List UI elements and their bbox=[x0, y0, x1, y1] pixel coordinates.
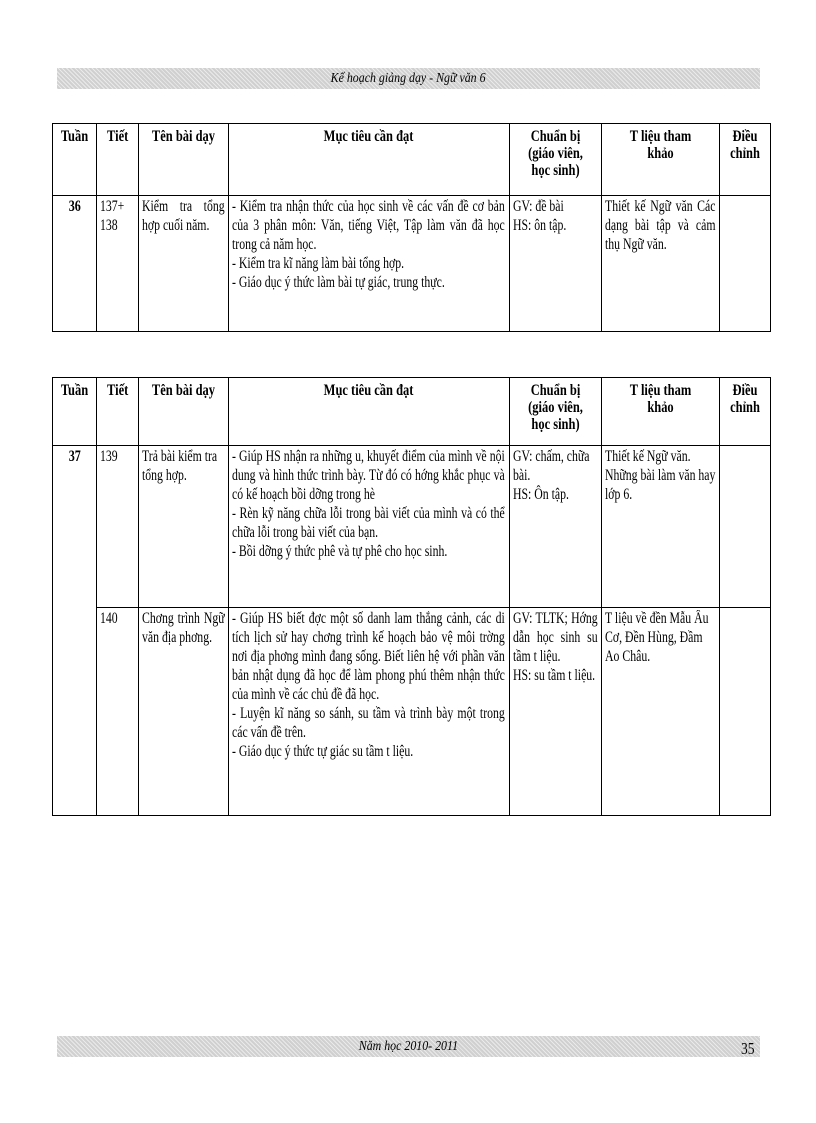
header-title: Kế hoạch giảng dạy - Ngữ văn 6 bbox=[331, 70, 486, 86]
objective-line: - Luyện kĩ năng so sánh, su tầm và trình bày một trong các vấn đề trên. bbox=[232, 705, 505, 741]
col-header-period: Tiết bbox=[97, 378, 139, 446]
prep-cell bbox=[510, 196, 602, 332]
header-band bbox=[57, 68, 760, 89]
prep-line: HS: ôn tập. bbox=[513, 217, 567, 234]
lesson-cell: Trả bài kiểm tra tổng hợp. bbox=[139, 446, 229, 608]
table-header-row bbox=[53, 378, 771, 446]
col-header-week: Tuần bbox=[53, 124, 97, 196]
prep-line: GV: TLTK; Hớng dẫn học sinh su tầm t liệu. bbox=[513, 610, 598, 665]
col-header-week: Tuần bbox=[53, 378, 97, 446]
period-cell: 139 bbox=[97, 446, 139, 608]
col-header-adjust: Điều chỉnh bbox=[720, 124, 771, 196]
refs-cell: Thiết kế Ngữ văn. Những bài làm văn hay lớp 6. bbox=[602, 446, 720, 608]
refs-cell: T liệu về đền Mẫu Âu Cơ, Đền Hùng, Đầm Ao Châu. bbox=[602, 608, 720, 816]
objective-line: - Giáo dục ý thức tự giác su tầm t liệu. bbox=[232, 743, 414, 760]
footer-year: Năm học 2010- 2011 bbox=[358, 1038, 459, 1054]
objectives-cell bbox=[229, 196, 510, 332]
lesson-cell: Chơng trình Ngữ văn địa phơng. bbox=[139, 608, 229, 816]
col-header-lesson: Tên bài dạy bbox=[139, 378, 229, 446]
prep-cell bbox=[510, 608, 602, 816]
objective-line: - Kiểm tra kĩ năng làm bài tổng hợp. bbox=[232, 255, 405, 272]
col-header-prep: Chuẩn bị (giáo viên, học sinh) bbox=[510, 124, 602, 196]
table-row bbox=[53, 608, 771, 816]
objective-line: - Giáo dục ý thức làm bài tự giác, trung thực. bbox=[232, 274, 445, 291]
col-header-objectives: Mục tiêu cần đạt bbox=[229, 124, 510, 196]
page-number: 35 bbox=[741, 1039, 755, 1058]
lesson-plan-table-week-36 bbox=[52, 123, 771, 332]
lesson-plan-table-week-37 bbox=[52, 377, 771, 816]
period-cell: 140 bbox=[97, 608, 139, 816]
prep-line: GV: đề bài bbox=[513, 198, 564, 215]
objective-line: - Bồi dỡng ý thức phê và tự phê cho học sinh. bbox=[232, 543, 448, 560]
table-row bbox=[53, 196, 771, 332]
objective-line: - Kiểm tra nhận thức của học sinh về các vấn đề cơ bản của 3 phân môn: Văn, tiếng Việt, Tập làm văn đã học trong cả năm học. bbox=[232, 198, 505, 253]
objective-line: - Rèn kỹ năng chữa lỗi trong bài viết của mình và có thể chữa lỗi trong bài viết của bạn. bbox=[232, 505, 505, 541]
week-number: 37 bbox=[53, 446, 97, 816]
objectives-cell bbox=[229, 608, 510, 816]
prep-line: GV: chấm, chữa bài. bbox=[513, 448, 590, 484]
objectives-cell bbox=[229, 446, 510, 608]
footer-band bbox=[57, 1036, 760, 1057]
col-header-lesson: Tên bài dạy bbox=[139, 124, 229, 196]
col-header-refs: T liệu tham khảo bbox=[602, 378, 720, 446]
prep-cell bbox=[510, 446, 602, 608]
table-row bbox=[53, 446, 771, 608]
adjust-cell bbox=[720, 446, 771, 608]
refs-cell: Thiết kế Ngữ văn Các dạng bài tập và cảm thụ Ngữ văn. bbox=[602, 196, 720, 332]
table-header-row bbox=[53, 124, 771, 196]
col-header-adjust: Điều chỉnh bbox=[720, 378, 771, 446]
week-number: 36 bbox=[53, 196, 97, 332]
col-header-refs: T liệu tham khảo bbox=[602, 124, 720, 196]
col-header-prep: Chuẩn bị (giáo viên, học sinh) bbox=[510, 378, 602, 446]
objective-line: - Giúp HS nhận ra những u, khuyết điểm của mình về nội dung và hình thức trình bày. Từ đó có hớng khắc phục và có kế hoạch bồi dỡng trong hè bbox=[232, 448, 505, 503]
col-header-period: Tiết bbox=[97, 124, 139, 196]
period-cell: 137+ 138 bbox=[97, 196, 139, 332]
adjust-cell bbox=[720, 608, 771, 816]
col-header-objectives: Mục tiêu cần đạt bbox=[229, 378, 510, 446]
prep-line: HS: Ôn tập. bbox=[513, 486, 569, 503]
adjust-cell bbox=[720, 196, 771, 332]
objective-line: - Giúp HS biết đợc một số danh lam thắng cảnh, các di tích lịch sử hay chơng trình kế hoạch bảo vệ môi trờng nơi địa phơng mình đang sống. Biết liên hệ với phần văn bản nhật dụng đã học để làm phong phú thêm nhận thức của mình về các chủ đề đã học. bbox=[232, 610, 505, 703]
lesson-cell: Kiểm tra tổng hợp cuối năm. bbox=[139, 196, 229, 332]
prep-line: HS: su tầm t liệu. bbox=[513, 667, 596, 684]
